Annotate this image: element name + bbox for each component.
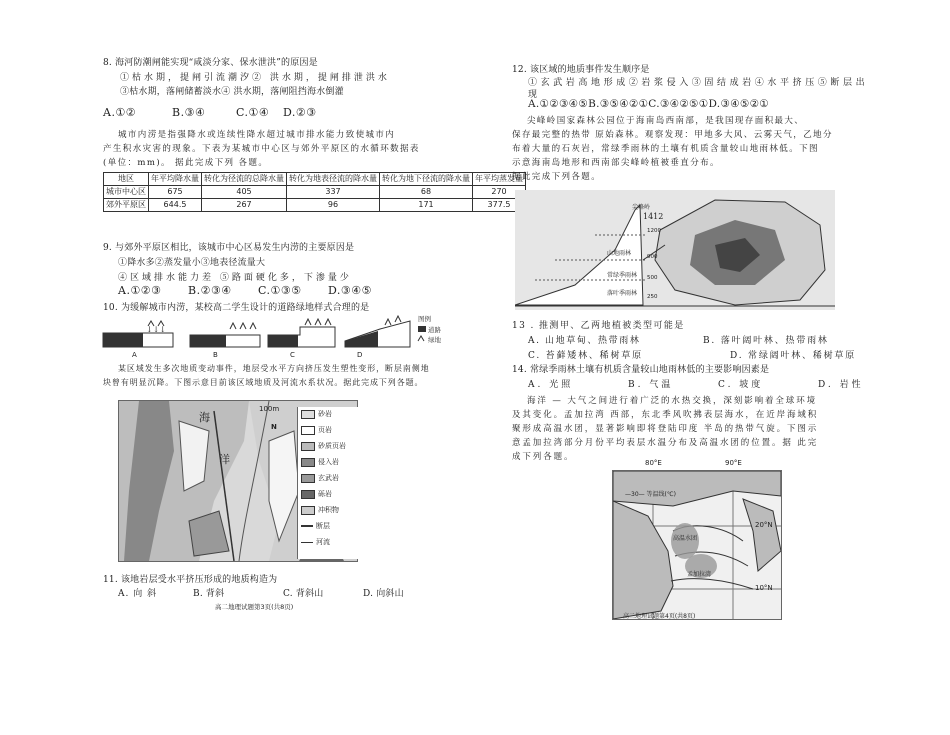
legend-sandstone: 砂岩: [301, 409, 361, 425]
q9-option-b[interactable]: B.②③④: [188, 284, 232, 297]
q9-option-c[interactable]: C.①③⑤: [258, 284, 302, 297]
svg-text:↓↓↓: ↓↓↓: [146, 325, 167, 334]
table-header: 转化为径流的总降水量: [202, 173, 287, 186]
bay-label: 孟加拉湾: [687, 571, 712, 578]
zone-deciduous-monsoon: 落叶季雨林: [607, 290, 638, 297]
q13-option-a[interactable]: A. 山地草甸、热带雨林: [528, 336, 641, 346]
table-row: [104, 186, 526, 199]
hainan-figure: [515, 190, 835, 310]
q12-stem: 12. 该区域的地质事件发生顺序是: [512, 65, 650, 75]
zone-mountain-rainforest: 山地雨林: [607, 250, 632, 257]
legend-shale: 页岩: [301, 425, 361, 441]
table-cell: 675: [149, 186, 202, 199]
table-header: 年平均蒸发量: [473, 173, 526, 186]
q13-option-d[interactable]: D. 常绿阔叶林、稀树草原: [730, 351, 857, 361]
table-cell: 644.5: [149, 199, 202, 212]
lat-10n: 10°N: [755, 584, 773, 592]
intro13-line5: 据此完成下列各题。: [512, 172, 602, 182]
design-label-b: B: [213, 351, 218, 359]
intro13-line4: 示意海南岛地形和西南部尖峰岭植被垂直分布。: [512, 158, 720, 168]
q9-line1: ①降水多②蒸发量小③地表径流量大: [118, 258, 266, 268]
legend-alluvium: 冲积物: [301, 505, 361, 521]
sea-label: 海: [199, 411, 210, 424]
bay-of-bengal-map: [612, 459, 782, 620]
peak-height: 1412: [643, 212, 664, 221]
q8-stem: 8. 海河防潮闸能实现“咸淡分家、保水泄洪”的原因是: [103, 58, 318, 68]
north-arrow: N: [271, 423, 277, 431]
legend-conglomerate: 砾岩: [301, 489, 361, 505]
intro11-line1: 某区域发生多次地质变动事件，地层受水平方向挤压发生塑性变形，断层南侧地: [118, 364, 430, 373]
design-b[interactable]: [190, 323, 260, 347]
q14-option-b[interactable]: B. 气温: [628, 380, 674, 390]
intro13-line1: 尖峰岭国家森林公园位于海南岛西南部，是我国现存面积最大、: [527, 116, 805, 126]
lon-80e: 80°E: [645, 459, 662, 467]
design-label-c: C: [290, 351, 295, 359]
q11-stem: 11. 该地岩层受水平挤压形成的地质构造为: [103, 575, 278, 585]
table-cell: 405: [202, 186, 287, 199]
design-c[interactable]: [268, 319, 335, 347]
q9-option-a[interactable]: A.①②③: [118, 284, 162, 297]
water-cycle-table: [103, 172, 526, 212]
q8-line2: ③枯水期，落闸储蓄淡水④ 洪水期，落闸阻挡海水倒灌: [120, 87, 344, 97]
legend-green-label: 绿地: [428, 336, 441, 344]
legend-fault: 断层: [301, 521, 361, 537]
intro9-line1: 城市内涝是指强降水或连续性降水超过城市排水能力致使城市内: [118, 130, 396, 140]
table-header: 年平均降水量: [149, 173, 202, 186]
geology-map: [118, 400, 358, 562]
lat-20n: 20°N: [755, 521, 773, 529]
altitude-500: 500: [647, 275, 658, 281]
road-green-designs: [100, 313, 450, 361]
lon-90e: 90°E: [725, 459, 742, 467]
table-header-row: [104, 173, 526, 186]
q8-option-b[interactable]: B.③④: [172, 106, 206, 119]
right-footer: 高二地理试题第4页(共8页): [623, 613, 696, 620]
left-footer: 高二地理试题第3页(共8页): [215, 603, 294, 611]
intro15-line2: 及其变化。孟加拉湾 西部，东北季风吹拂表层海水，在近岸海域积: [512, 410, 819, 420]
q13-option-b[interactable]: B. 落叶阔叶林、热带雨林: [703, 336, 829, 346]
altitude-1200: 1200: [647, 228, 661, 234]
q13-option-c[interactable]: C. 苔藓矮林、稀树草原: [528, 351, 643, 361]
legend-sandy-shale: 砂质页岩: [301, 441, 361, 457]
table-header: 转化为地下径流的降水量: [380, 173, 473, 186]
table-cell: 267: [202, 199, 287, 212]
q11-option-b[interactable]: B. 背斜: [193, 589, 225, 599]
design-a[interactable]: [103, 321, 173, 347]
q14-option-c[interactable]: C. 坡度: [718, 380, 764, 390]
intro13-line2: 保存最完整的热带 原始森林。观察发现：甲地多大风、云雾天气，乙地分: [512, 130, 833, 140]
isotherm-legend: —30— 等温线(℃): [625, 491, 676, 498]
q8-option-d[interactable]: D.②③: [283, 106, 317, 119]
legend-river: 河流: [301, 537, 361, 553]
peak-label: 尖峰岭: [632, 204, 651, 211]
q11-option-d[interactable]: D. 向斜山: [363, 589, 404, 599]
intro15-line3: 聚形成高温水团，显著影响即将登陆印度 半岛的热带气旋。下图示: [512, 424, 819, 434]
intro15-line5: 成下列各题。: [512, 452, 575, 462]
table-cell: 城市中心区: [104, 186, 149, 199]
altitude-900: 900: [647, 254, 658, 260]
high-temp-water-label: 高温水团: [673, 535, 698, 542]
scale-label: 100m: [259, 405, 280, 413]
q13-stem: 13 . 推测甲、乙两地植被类型可能是: [512, 321, 685, 331]
legend-title: 图例: [418, 315, 431, 323]
zone-evergreen-monsoon: 常绿季雨林: [607, 272, 638, 279]
intro9-line3: (单位：mm)。 据此完成下列 各题。: [103, 158, 269, 168]
table-header: 地区: [104, 173, 149, 186]
q9-line2: ④区域排水能力差 ⑤路面硬化多，下渗量少: [118, 273, 352, 283]
table-cell: 郊外平原区: [104, 199, 149, 212]
table-cell: 270: [473, 186, 526, 199]
q12-line1: ①玄武岩高地形成②岩浆侵入③固结成岩④水平挤压⑤断层出: [528, 78, 869, 88]
q8-option-c[interactable]: C.①④: [236, 106, 270, 119]
intro15-line1: 海洋 — 大气之间进行着广泛的水热交换，深刻影响着全球环境: [527, 396, 818, 406]
table-cell: 68: [380, 186, 473, 199]
q14-option-d[interactable]: D. 岩性: [818, 380, 864, 390]
table-cell: 171: [380, 199, 473, 212]
intro13-line3: 布着大量的石灰岩，常绿季雨林的土壤有机质含量较山地雨林低。下图: [512, 144, 819, 154]
q12-line2: 现: [528, 90, 538, 100]
intro11-line2: 块曾有明显沉降。下图示意目前该区域地质及河流水系状况。据此完成下列各题。: [103, 378, 424, 387]
table-row: [104, 199, 526, 212]
q9-option-d[interactable]: D.③④⑤: [328, 284, 373, 297]
q14-option-a[interactable]: A. 光照: [528, 380, 574, 390]
intro15-line4: 意孟加拉湾部分月份平均表层水温分布及高温水团的位置。据 此完: [512, 438, 819, 448]
q9-stem: 9. 与郊外平原区相比，该城市中心区易发生内涝的主要原因是: [103, 243, 355, 253]
q14-stem: 14. 常绿季雨林土壤有机质含量较山地雨林低的主要影响因素是: [512, 365, 770, 375]
geology-legend: [297, 407, 358, 559]
table-cell: 337: [287, 186, 380, 199]
q8-option-a[interactable]: A.①②: [103, 106, 137, 119]
legend-road-label: 道路: [428, 326, 441, 334]
q12-options[interactable]: A.①②③④⑤B.③⑤④②①C.③④②⑤①D.③④⑤②①: [528, 98, 770, 110]
table-cell: 96: [287, 199, 380, 212]
q11-option-a[interactable]: A. 向 斜: [118, 589, 158, 599]
table-cell: 377.5: [473, 199, 526, 212]
ocean-label: 洋: [219, 453, 230, 466]
design-label-a: A: [132, 351, 137, 359]
legend-basalt: 玄武岩: [301, 473, 361, 489]
legend-intrusive: 侵入岩: [301, 457, 361, 473]
q10-stem: 10. 为缓解城市内涝，某校高二学生设计的道路绿地样式合理的是: [103, 303, 370, 313]
table-header: 转化为地表径流的降水量: [287, 173, 380, 186]
q8-line1: ①枯水期，提闸引流潮汐② 洪水期，提闸排泄洪水: [120, 73, 390, 83]
design-d[interactable]: [345, 316, 410, 347]
altitude-250: 250: [647, 294, 658, 300]
q11-option-c[interactable]: C. 背斜山: [283, 589, 324, 599]
design-label-d: D: [357, 351, 363, 359]
legend-green-icon: [418, 336, 424, 341]
intro9-line2: 产生积水灾害的现象。下表为某城市中心区与郊外平原区的水循环数据表: [103, 144, 420, 154]
legend-road-swatch: [418, 326, 426, 332]
vegetation-profile: [515, 190, 835, 310]
